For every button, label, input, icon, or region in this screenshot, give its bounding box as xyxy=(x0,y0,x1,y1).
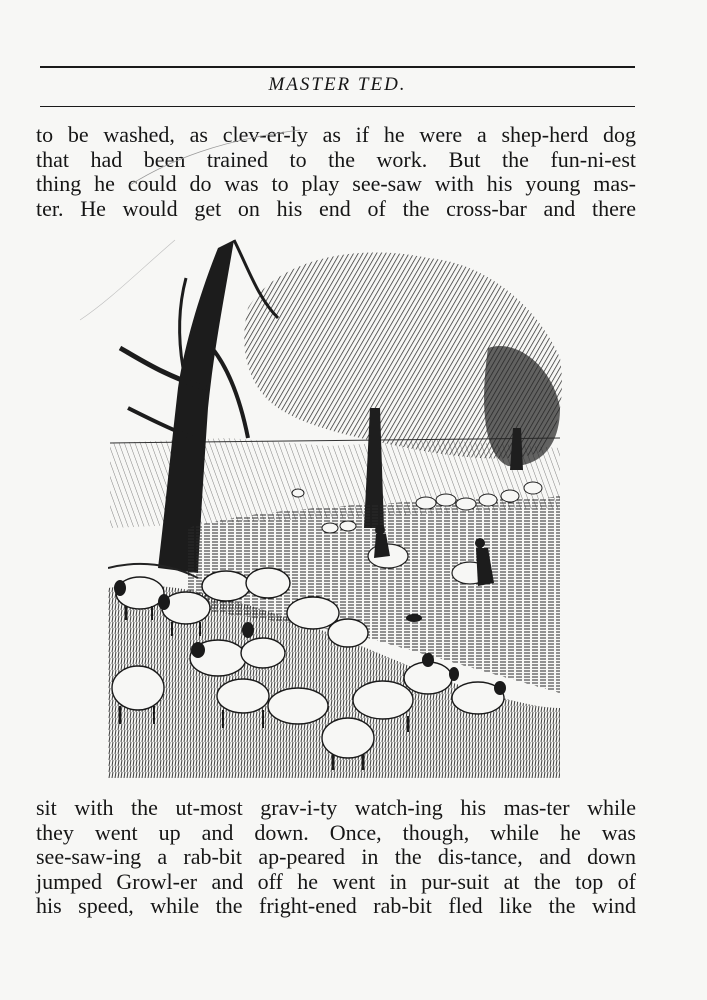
text-line: to be washed, as clev-er-ly as if he were a shep-herd dog xyxy=(36,122,636,147)
text-line: jumped Growl-er and off he went in pur-suit at the top of xyxy=(36,868,636,894)
text-line: his speed, while the fright-ened rab-bit fled like the wind xyxy=(36,893,636,918)
engraving-illustration xyxy=(108,238,566,778)
text-line: they went up and down. Once, though, while he was xyxy=(36,819,636,845)
text-line: sit with the ut-most grav-i-ty watch-ing his mas-ter while xyxy=(36,795,636,820)
text-line: see-saw-ing a rab-bit ap-peared in the dis-tance, and down xyxy=(36,844,636,869)
paragraph-top xyxy=(36,123,636,221)
paragraph-bottom xyxy=(36,796,636,919)
header-rule-top xyxy=(40,66,635,68)
text-line: thing he could do was to play see-saw with his young mas- xyxy=(36,171,636,196)
running-head-title: MASTER TED. xyxy=(268,74,407,95)
header-rule-bottom xyxy=(40,106,635,107)
engraving-image xyxy=(108,238,566,778)
text-line: ter. He would get on his end of the cross-bar and there xyxy=(36,195,636,221)
text-line: that had been trained to the work. But the fun-ni-est xyxy=(36,146,636,172)
